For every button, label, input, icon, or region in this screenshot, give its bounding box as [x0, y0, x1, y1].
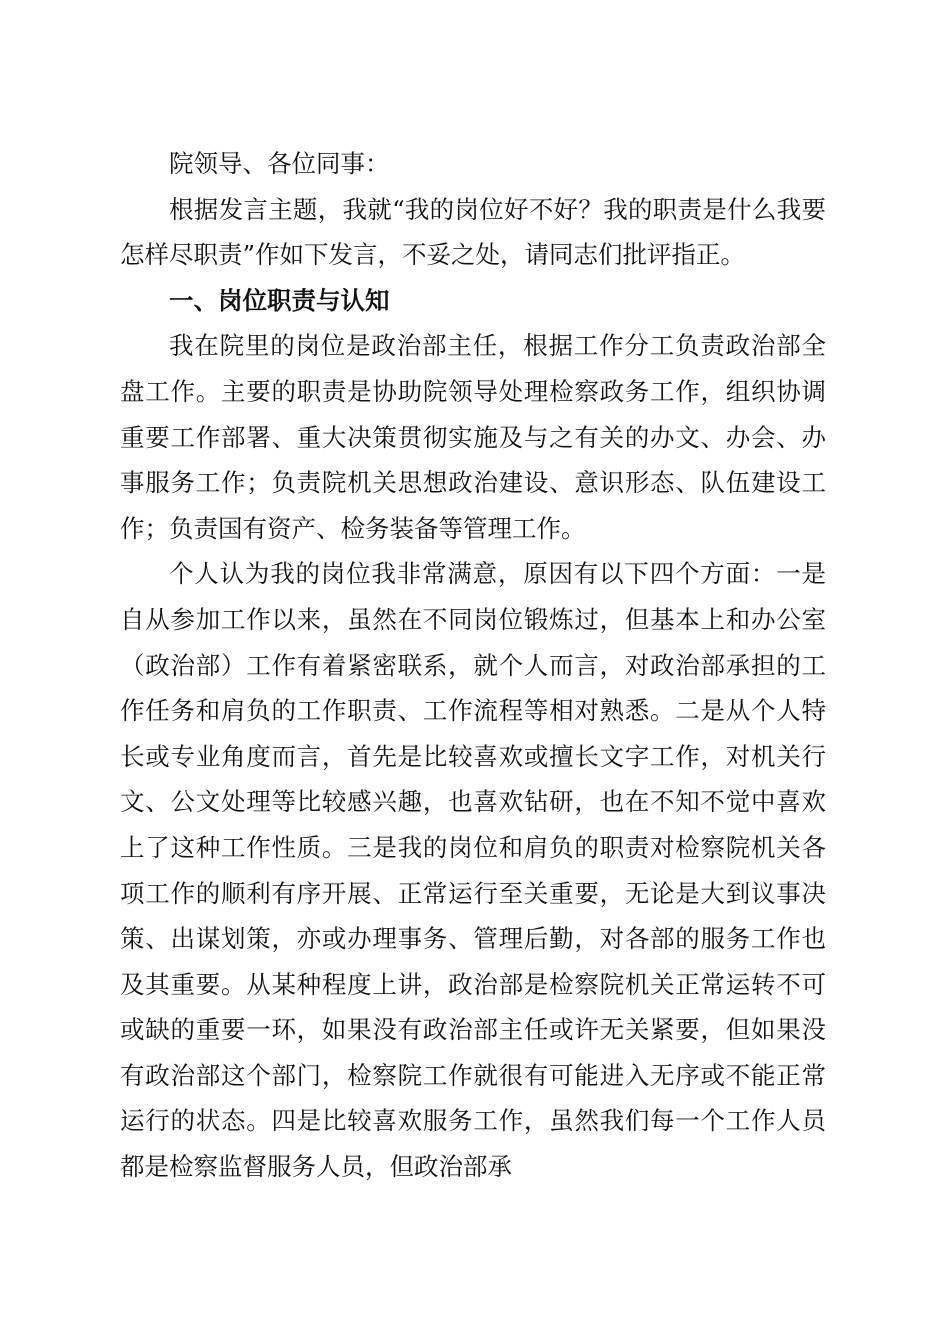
intro-paragraph: 根据发言主题，我就“我的岗位好不好？我的职责是什么我要怎样尽职责”作如下发言，不妥之处，请同志们批评指正。 — [120, 194, 826, 270]
document-body — [120, 141, 826, 1190]
responsibilities-paragraph: 我在院里的岗位是政治部主任，根据工作分工负责政治部全盘工作。主要的职责是协助院领导处理检察政务工作，组织协调重要工作部署、重大决策贯彻实施及与之有关的办文、办会、办事服务工作；负责院机关思想政治建设、意识形态、队伍建设工作；负责国有资产、检务装备等管理工作。 — [120, 331, 826, 543]
satisfaction-paragraph: 个人认为我的岗位我非常满意，原因有以下四个方面：一是自从参加工作以来，虽然在不同岗位锻炼过，但基本上和办公室（政治部）工作有着紧密联系，就个人而言，对政治部承担的工作任务和肩负的工作职责、工作流程等相对熟悉。二是从个人特长或专业角度而言，首先是比较喜欢或擅长文字工作，对机关行文、公文处理等比较感兴趣，也喜欢钻研，也在不知不觉中喜欢上了这种工作性质。三是我的岗位和肩负的职责对检察院机关各项工作的顺利有序开展、正常运行至关重要，无论是大到议事决策、出谋划策，亦或办理事务、管理后勤，对各部的服务工作也及其重要。从某种程度上讲，政治部是检察院机关正常运转不可或缺的重要一环，如果没有政治部主任或许无关紧要，但如果没有政治部这个部门，检察院工作就很有可能进入无序或不能正常运行的状态。四是比较喜欢服务工作，虽然我们每一个工作人员都是检察监督服务人员，但政治部承 — [120, 559, 826, 1182]
salutation: 院领导、各位同事： — [169, 149, 390, 178]
section-heading: 一、岗位职责与认知 — [169, 285, 390, 315]
